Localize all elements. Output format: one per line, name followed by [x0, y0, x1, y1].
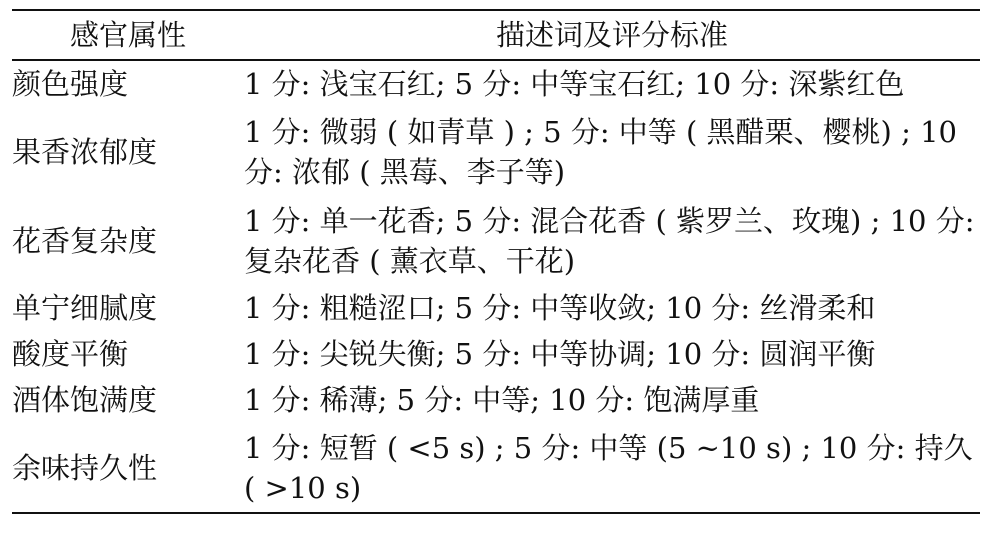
attribute-cell: 单宁细腻度: [12, 291, 158, 325]
attribute-cell: 颜色强度: [12, 67, 129, 101]
table-header-row: [12, 10, 980, 60]
attribute-cell: 酒体饱满度: [12, 383, 158, 417]
description-cell: 1 分: 浅宝石红; 5 分: 中等宝石红; 10 分: 深紫红色: [244, 67, 905, 101]
description-cell: 1 分: 微弱 ( 如青草 ) ; 5 分: 中等 ( 黑醋栗、樱桃) ; 10 分: 浓郁 ( 黑莓、李子等): [244, 114, 957, 189]
attribute-cell: 果香浓郁度: [12, 134, 158, 169]
table-row: [12, 285, 980, 331]
table-row: [12, 196, 980, 285]
description-cell: 1 分: 稀薄; 5 分: 中等; 10 分: 饱满厚重: [244, 383, 760, 417]
attribute-cell: 余味持久性: [12, 450, 158, 485]
description-cell: 1 分: 粗糙涩口; 5 分: 中等收敛; 10 分: 丝滑柔和: [244, 291, 876, 325]
description-cell: 1 分: 尖锐失衡; 5 分: 中等协调; 10 分: 圆润平衡: [244, 337, 876, 371]
table-row: [12, 107, 980, 196]
table-row: [12, 423, 980, 513]
header-description: 描述词及评分标准: [495, 18, 728, 52]
table-row: [12, 331, 980, 377]
attribute-cell: 酸度平衡: [12, 337, 129, 371]
description-cell: 1 分: 单一花香; 5 分: 混合花香 ( 紫罗兰、玫瑰) ; 10 分: 复杂花香 ( 薰衣草、干花): [244, 203, 975, 278]
table-row: [12, 60, 980, 107]
sensory-criteria-table: [12, 9, 980, 514]
table-row: [12, 377, 980, 423]
header-attribute: 感官属性: [69, 18, 186, 52]
attribute-cell: 花香复杂度: [12, 223, 158, 258]
description-cell: 1 分: 短暂 ( <5 s) ; 5 分: 中等 (5 ~10 s) ; 10 分: 持久 ( >10 s): [244, 430, 973, 505]
